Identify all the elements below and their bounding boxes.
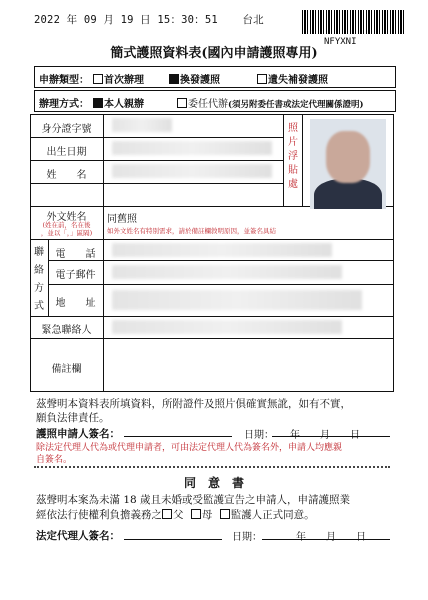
barcode: [302, 10, 404, 34]
email-value-redacted: [112, 265, 342, 279]
declaration-line2: 願負法律責任。: [36, 412, 110, 424]
checkbox-first[interactable]: [93, 74, 103, 84]
option-first[interactable]: 首次辦理: [93, 71, 144, 86]
guardian-date-value: 年 月 日: [296, 532, 366, 543]
guardian-date-line[interactable]: [262, 539, 390, 540]
checkbox-guardian[interactable]: [220, 509, 230, 519]
option-renew[interactable]: 換發護照: [169, 71, 220, 86]
checkbox-proxy[interactable]: [177, 98, 187, 108]
checkbox-renew[interactable]: [169, 74, 179, 84]
applicant-sign-label: 護照申請人簽名：: [36, 428, 120, 440]
contact-side-label: 聯絡方式: [34, 247, 44, 312]
option-proxy[interactable]: 委任代辦(須另附委任書或法定代理關係證明): [177, 95, 364, 110]
id-label: 身分證字號: [41, 124, 92, 135]
declaration-line1: 茲聲明本資料表所填資料，所附證件及照片俱確實無訛，如有不實，: [36, 398, 351, 410]
guardian-date-label: 日期：: [232, 532, 262, 543]
foreign-name-note1: (姓在前，名在後: [42, 221, 91, 229]
apply-type-label: 申辦類型：: [39, 75, 89, 86]
apply-method-label: 辦理方式：: [39, 99, 89, 110]
foreign-name-note2: ，並以「，」區隔): [40, 229, 93, 237]
birth-value-redacted: [112, 141, 272, 155]
emergency-value-redacted: [112, 320, 342, 334]
print-datetime: [34, 12, 264, 27]
name-label: 姓 名: [46, 170, 87, 181]
name-value-redacted: [112, 164, 272, 178]
photo-paste-label: 照片浮貼處: [288, 123, 298, 190]
foreign-name-label: 外文姓名: [46, 212, 87, 223]
applicant-sign-line[interactable]: [124, 436, 232, 437]
declaration-red-line1: 除法定代理人代為或代理申請者，可由法定代理人代為簽名外，申請人均應親: [36, 443, 343, 453]
guardian-sign-label: 法定代理人簽名：: [36, 530, 120, 542]
address-label: 地 址: [55, 298, 96, 309]
foreign-name-hint: 如外文姓名有特別需求，請於備註欄敘明原因，並簽名具結: [107, 227, 276, 235]
option-lost[interactable]: 遺失補發護照: [257, 71, 328, 86]
datetime-text: 2022 年 09 月 19 日 15：30：51: [34, 14, 218, 26]
applicant-date-value: 年 月 日: [290, 430, 360, 441]
checkbox-lost[interactable]: [257, 74, 267, 84]
checkbox-self[interactable]: [93, 98, 103, 108]
address-value-redacted: [112, 290, 362, 310]
consent-title: 同 意 書: [183, 476, 244, 490]
consent-line1: 茲聲明本案為未滿 18 歲且未婚或受監護宣告之申請人，申請護照業: [36, 494, 351, 506]
apply-method-row: [34, 90, 396, 112]
id-value-redacted: [112, 118, 172, 132]
apply-type-row: [34, 66, 396, 88]
foreign-name-value: 同舊照: [107, 214, 137, 225]
applicant-photo: [310, 119, 386, 209]
birth-label: 出生日期: [46, 147, 87, 158]
applicant-date-line[interactable]: [272, 436, 390, 437]
checkbox-father[interactable]: [162, 509, 172, 519]
checkbox-mother[interactable]: [191, 509, 201, 519]
city-text: 台北: [242, 14, 264, 26]
barcode-code: NFYXNI: [324, 37, 357, 47]
remarks-label: 備註欄: [51, 364, 82, 375]
applicant-date-label: 日期：: [244, 430, 274, 441]
phone-label: 電 話: [55, 249, 96, 260]
consent-line2: 經依法行使權利負擔義務之 父 母 監護人正式同意。: [36, 509, 315, 521]
email-label: 電子郵件: [55, 270, 96, 281]
option-self[interactable]: 本人親辦: [93, 95, 144, 110]
guardian-sign-line[interactable]: [124, 539, 222, 540]
section-divider: [34, 466, 390, 468]
phone-value-redacted: [112, 243, 332, 257]
form-title: 簡式護照資料表(國內申請護照專用): [110, 46, 318, 61]
emergency-label: 緊急聯絡人: [41, 325, 92, 336]
declaration-red-line2: 自簽名。: [36, 455, 73, 465]
